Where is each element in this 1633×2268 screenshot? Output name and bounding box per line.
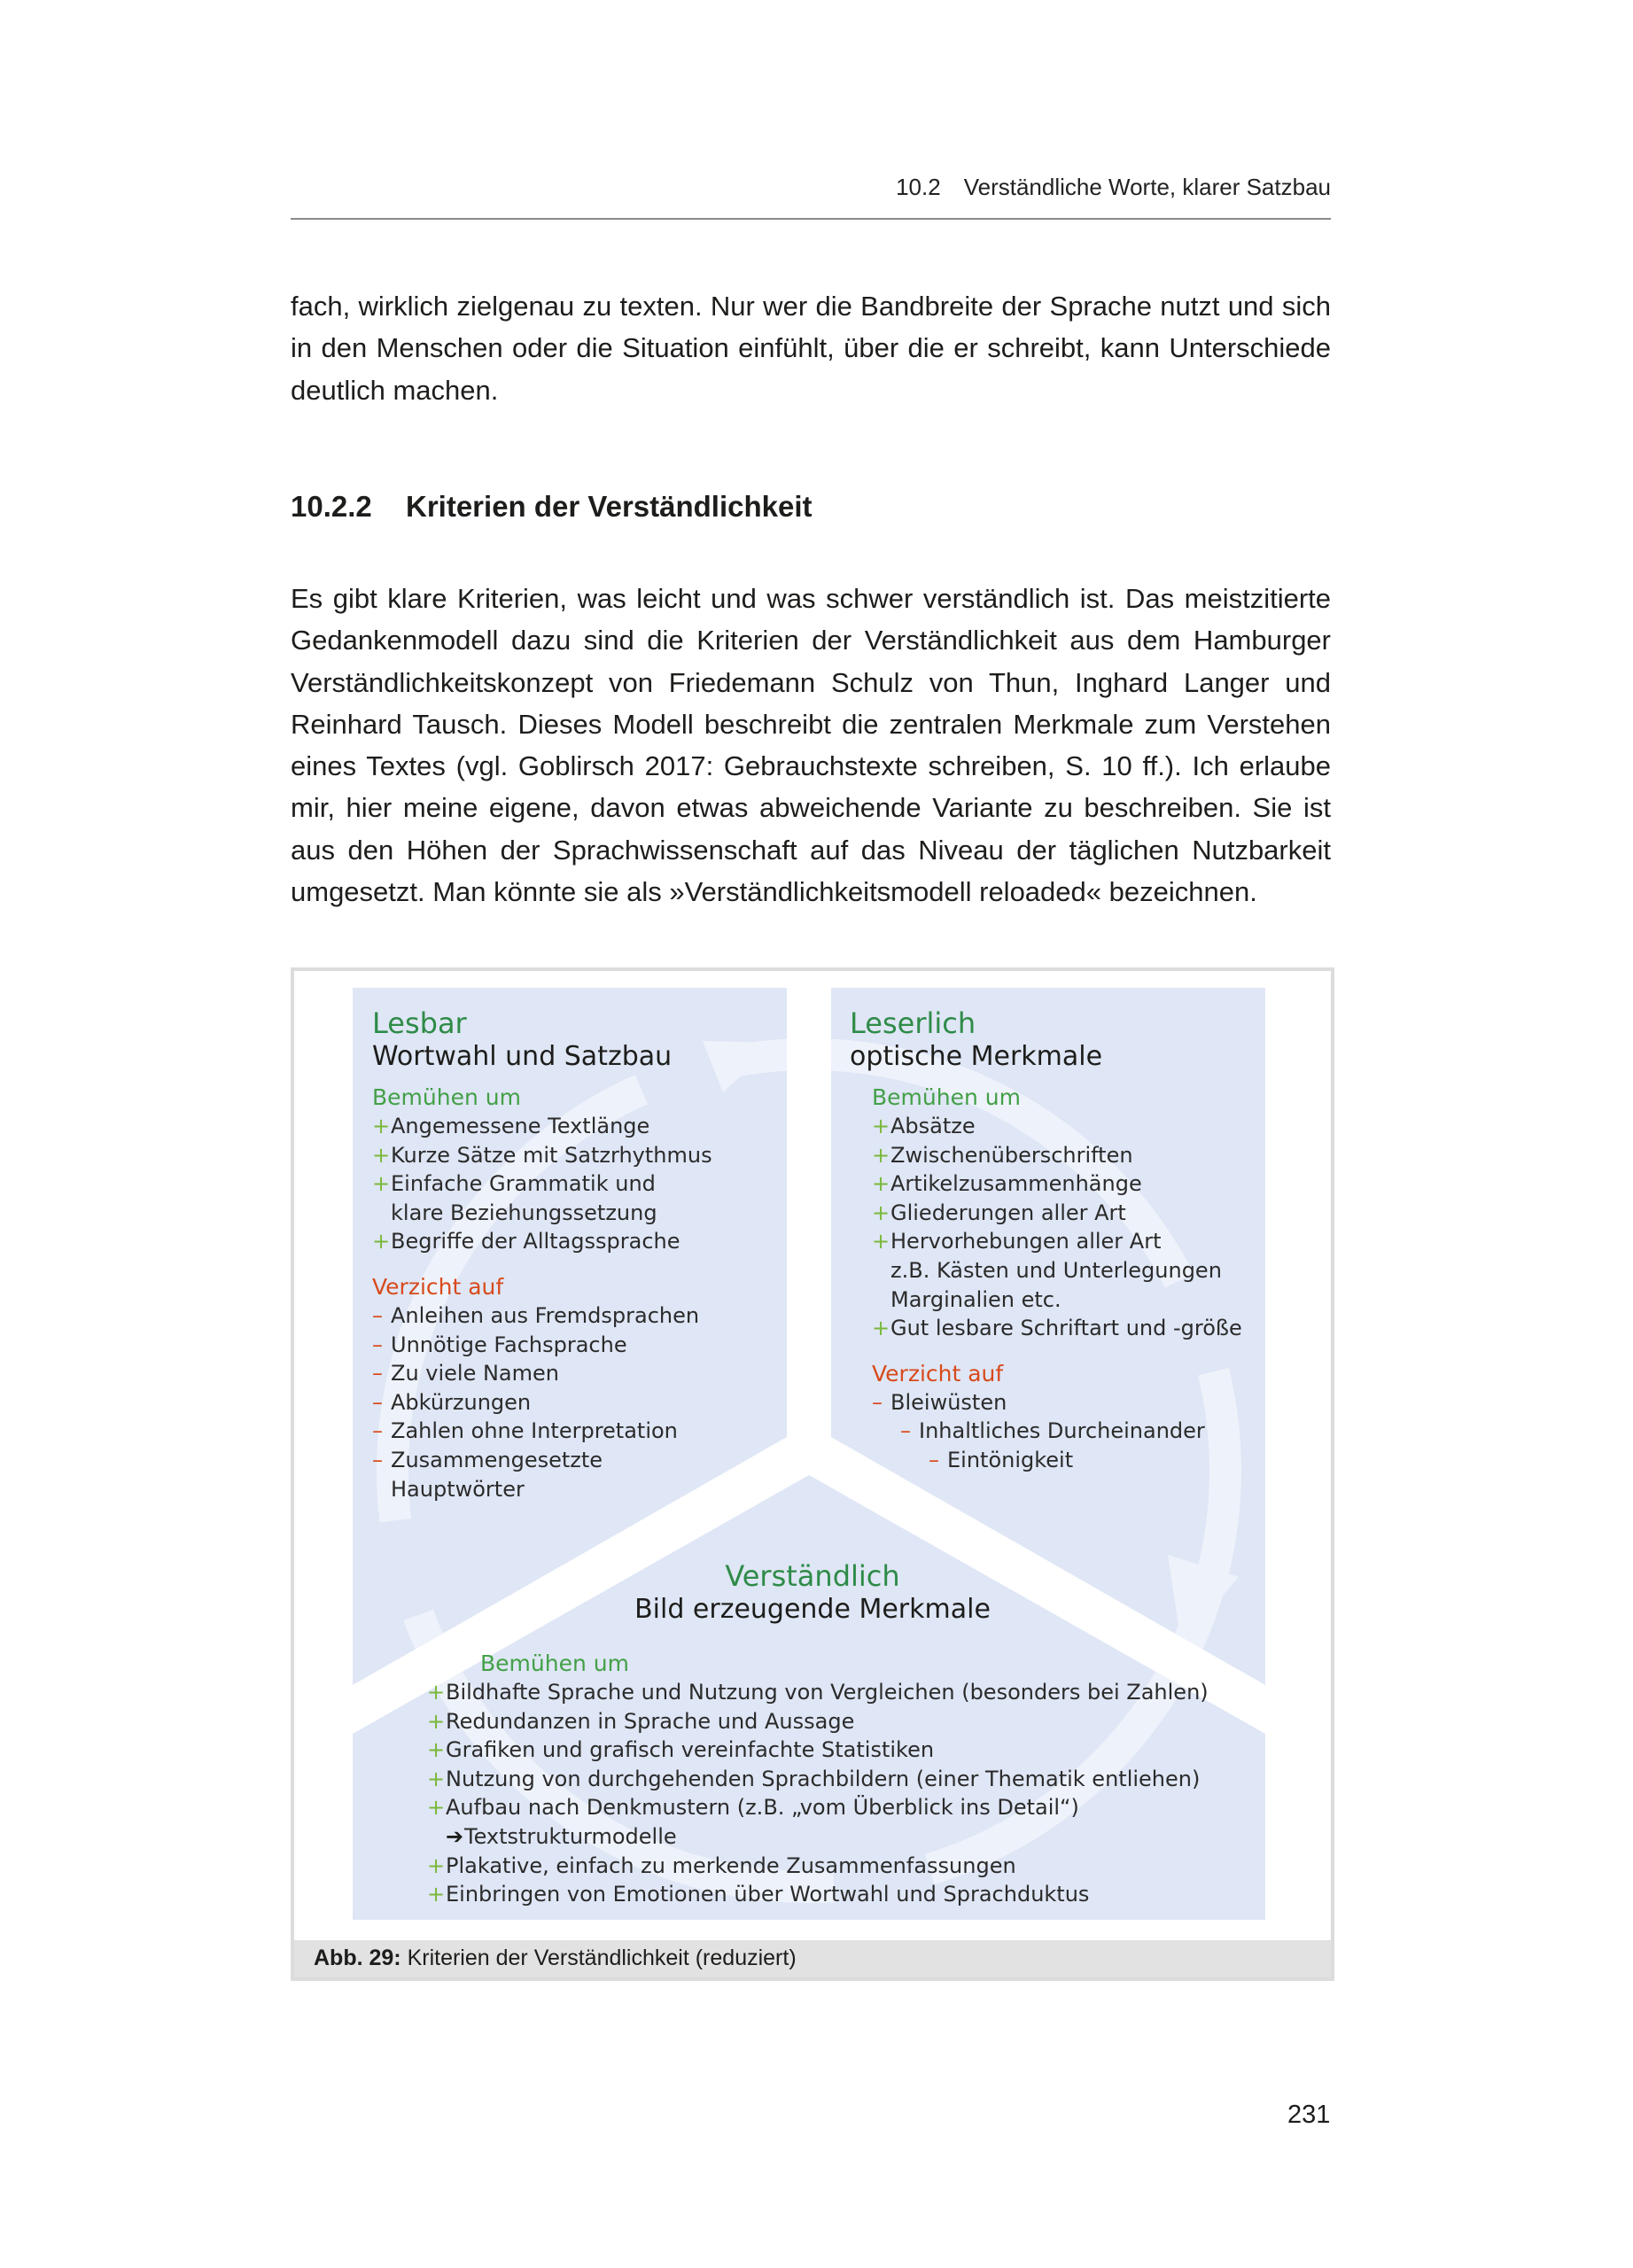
panel-leserlich [850,1006,1242,1475]
list-item: ➔Textstrukturmodelle [427,1822,1209,1852]
list-item: +Redundanzen in Sprache und Aussage [427,1708,855,1734]
list-item: – Zusammengesetzte [372,1447,603,1472]
list-item: – Anleihen aus Fremdsprachen [372,1302,700,1328]
list-item: – Zahlen ohne Interpretation [372,1418,678,1444]
panel-verstaendlich-subtitle: Bild erzeugende Merkmale [634,1594,991,1625]
list-item: +Hervorhebungen aller Art [872,1229,1162,1254]
leserlich-positive-head: Bemühen um [872,1084,1021,1110]
list-item: +Einfache Grammatik und [372,1171,656,1197]
section-title: Kriterien der Verständlichkeit [406,490,813,523]
panel-verstaendlich-head [294,1559,1331,1627]
list-item: – Bleiwüsten [872,1389,1007,1415]
list-item: Hauptwörter [391,1476,525,1502]
list-item: +Grafiken und grafisch vereinfachte Statistiken [427,1737,935,1763]
running-header-number: 10.2 [896,174,941,200]
page-number: 231 [1287,2101,1331,2129]
list-item: – Eintönigkeit [929,1447,1074,1472]
figure-caption-text: Kriterien der Verständlichkeit (reduziert) [407,1946,797,1970]
paragraph-1: fach, wirklich zielgenau zu texten. Nur wer die Bandbreite der Sprache nutzt und sich in den Menschen oder die Situation einfühlt, über die er schreibt, kann Unterschiede deutlich machen. [291,291,1331,406]
list-item: +Bildhafte Sprache und Nutzung von Vergleichen (besonders bei Zahlen) [427,1680,1209,1705]
verstaendlich-positive-head: Bemühen um [480,1651,629,1676]
figure-caption [314,1946,797,1971]
section-heading [291,490,813,524]
list-item: klare Beziehungssetzung [391,1200,657,1225]
running-header [291,174,1331,220]
list-item: – Inhaltliches Durcheinander [900,1418,1205,1444]
list-item: +Kurze Sätze mit Satzrhythmus [372,1142,712,1168]
list-item: +Absätze [872,1114,976,1138]
panel-leserlich-title: Leserlich [850,1006,976,1040]
list-item: +Zwischenüberschriften [872,1142,1133,1168]
running-header-title: Verständliche Worte, klarer Satzbau [963,174,1331,200]
list-item: +Begriffe der Alltagssprache [372,1229,680,1254]
lesbar-positive-head: Bemühen um [372,1084,521,1110]
list-item: – Zu viele Namen [372,1361,559,1386]
list-item: z.B. Kästen und Unterlegungen [890,1257,1222,1283]
leserlich-negative-head: Verzicht auf [872,1360,1004,1386]
running-header-text [896,174,1331,201]
list-item: – Unnötige Fachsprache [372,1332,627,1357]
panel-lesbar [372,1006,712,1503]
list-item: +Nutzung von durchgehenden Sprachbildern (einer Thematik entliehen) [427,1766,1201,1791]
list-item: +Einbringen von Emotionen über Wortwahl und Sprachduktus [427,1882,1090,1907]
panel-verstaendlich-title: Verständlich [725,1559,900,1593]
panel-leserlich-subtitle: optische Merkmale [850,1041,1103,1072]
figure-caption-bar [294,1940,1331,1977]
section-number: 10.2.2 [291,490,372,523]
lesbar-negative-head: Verzicht auf [372,1273,504,1300]
list-item: +Aufbau nach Denkmustern (z.B. „vom Überblick ins Detail“) [427,1795,1079,1821]
list-item: +Gliederungen aller Art [872,1200,1126,1225]
panel-lesbar-subtitle: Wortwahl und Satzbau [372,1041,673,1072]
list-item: Marginalien etc. [890,1286,1061,1312]
list-item: +Artikelzusammenhänge [872,1171,1142,1197]
list-item: +Plakative, einfach zu merkende Zusammenfassungen [427,1852,1016,1878]
list-item: – Abkürzungen [372,1389,532,1415]
panel-verstaendlich [427,1649,1209,1909]
list-item: +Gut lesbare Schriftart und -größe [872,1316,1242,1341]
arrow-right-icon: ➔ [446,1823,464,1849]
figure-caption-label: Abb. 29: [314,1946,401,1970]
panel-lesbar-title: Lesbar [372,1006,467,1040]
list-item: +Angemessene Textlänge [372,1114,650,1138]
paragraph-2: Es gibt klare Kriterien, was leicht und was schwer verständlich ist. Das meistzitierte Gedankenmodell dazu sind die Kriterien der Verständlichkeit aus dem Hamburger Verständlichkeitskonzept von Friedemann Schulz von Thun, Inghard Langer und Reinhard Tausch. Dieses Modell beschreibt die zentralen Merkmale zum Verstehen eines Textes (vgl. Goblirsch 2017: Gebrauchstexte schreiben, S. 10 ff.). Ich erlaube mir, hier meine eigene, davon etwas abweichende Variante zu beschreiben. Sie ist aus den Höhen der Sprachwissenschaft auf das Niveau der täglichen Nutzbarkeit umgesetzt. Man könnte sie als »Verständlichkeitsmodell reloaded« bezeichnen. [291,583,1331,908]
figure [291,967,1334,1981]
